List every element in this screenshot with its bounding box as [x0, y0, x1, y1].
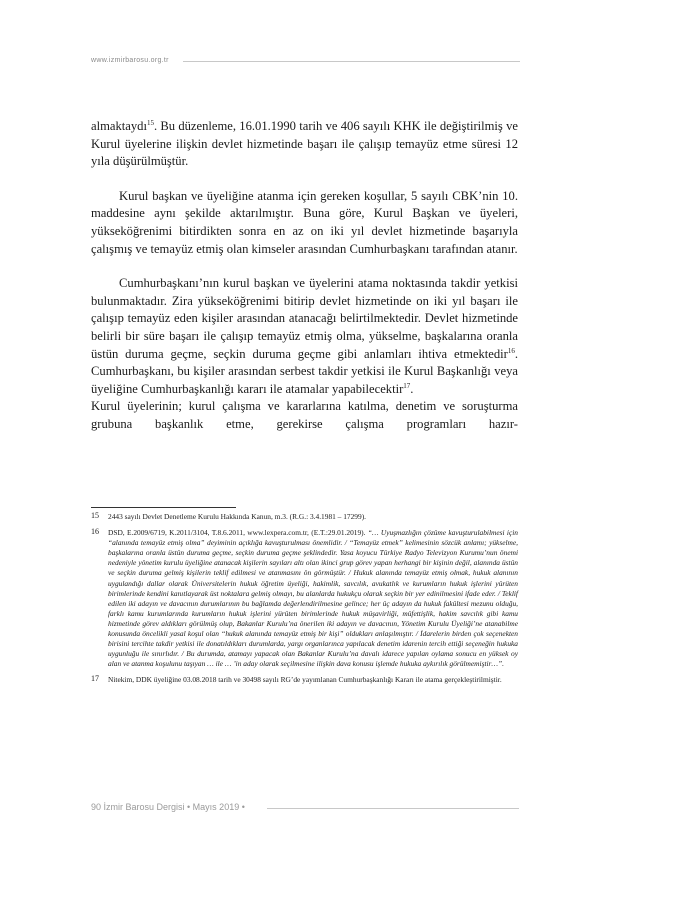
footnote-ref-17[interactable]: 17 [403, 381, 411, 390]
p3-text-a: Cumhurbaşkanı’nın kurul başkan ve üyelerini atama noktasında takdir yetkisi bulunmaktadır. Zira yükseköğrenimi bitirip devlet hizmetinde on iki yıl başarı ile çalışıp temayüz eden kişiler arasından atanacağı belirtilmektedir. Devlet hizmetinde belirli bir süre başarı ile çalışıp temayüz etmiş olma, yükselme, başkalarına oranla üstün duruma geçme, seçkin duruma geçme gibi anlamları ihtiva etmektedir [91, 276, 518, 361]
footnote-number: 16 [91, 527, 99, 537]
p3-text-b: . Cumhurbaşkanı, bu kişiler arasından serbest takdir yetkisi ile Kurul Başkanlığı veya üyeliğine Cumhurbaşkanlığı kararı ile atamalar yapabilecektir [91, 346, 518, 396]
main-text [91, 118, 518, 434]
footnote-number: 15 [91, 511, 99, 520]
paragraph-1 [91, 118, 518, 171]
paragraph-3 [91, 275, 518, 398]
footnote-separator [91, 507, 236, 508]
p1-text-b: . Bu düzenleme, 16.01.1990 tarih ve 406 sayılı KHK ile değiştirilmiş ve Kurul üyelerine ilişkin devlet hizmetinde başarı ile çalışıp temayüz etme süresi 12 yıla düşürülmüştür. [91, 119, 518, 169]
footnote-16 [91, 528, 518, 669]
footer-rule [267, 808, 519, 809]
footnote-15 [91, 512, 518, 522]
p3-text-c: . [410, 381, 414, 396]
footnotes [91, 512, 518, 692]
footnote-text: 2443 sayılı Devlet Denetleme Kurulu Hakkında Kanun, m.3. (R.G.: 3.4.1981 – 17299). [108, 512, 367, 521]
footnote-text: Nitekim, DDK üyeliğine 03.08.2018 tarih ve 30498 sayılı RG’de yayımlanan Cumhurbaşkanlığı Kararı ile atama gerçekleştirilmiştir. [108, 675, 502, 685]
paragraph-2: Kurul başkan ve üyeliğine atanma için gereken koşullar, 5 sayılı CBK’nin 10. maddesine aynı şekilde aktarılmıştır. Buna göre, Kurul Başkan ve üyeleri, yükseköğrenimi bitirdikten sonra en az on iki yıl devlet hizmetinde başarıyla çalışmış ve temayüz etmiş olan kimseler arasından Cumhurbaşkanı tarafından atanır. [91, 188, 518, 256]
footnote-17 [91, 675, 518, 685]
p1-text-a: almaktaydı [91, 119, 147, 133]
header-url: www.izmirbarosu.org.tr [91, 57, 169, 64]
header-rule [183, 61, 520, 62]
footnote-citation: DSD, E.2009/6719, K.2011/3104, T.8.6.2011, www.lexpera.com.tr, (E.T.:29.01.2019). [108, 528, 368, 538]
footnote-ref-15[interactable]: 15 [146, 118, 154, 127]
footnote-quote: “… Uyuşmazlığın çözüme kavuşturulabilmesi için “alanında temayüz etmiş olma” deyiminin açıklığa kavuşturulması önemlidir. / “Temayüz etmek” kelimesinin sözcük anlamı; yükselme, başkalarına oranla üstün duruma geçme, seçkin duruma geçme şeklindedir. Yasa koyucu Türkiye Radyo Televizyon Kurumu’nun önemi nedeniyle yönetim kurulu üyeliğine atanacak kişilerin sayıları altı olan ikinci grup görev yapan herhangi bir kişinin değil, alanında üstün ve seçkin duruma gelmiş kişilerin teklif edilmesi ve atanmasını ön görmüştür. / Hukuk alanında temayüz etmiş olmak, hukuk alanının uygulandığı dallar olarak Üniversitelerin hukuk öğretim üyeliği, hakimlik, savcılık, avukatlık ve kurumların hukuk işlerini yürüten birimlerinde kendini kanıtlayarak üst noktalara gelmiş olmayı, bu alanlarda hukukçu olarak seçkin bir yer edinilmesini ifade eder. / Teklif edilen iki adayın ve davacının durumlarının bu bağlamda değerlendirilmesine gelince; her üç adayın da hukuk fakültesi mezunu olduğu, farklı kamu kurumlarında kurumların hukuk işlerini yürüten birimlerinde hukuk müşavirliği, müfettişlik, hakim savcılık gibi kamu hizmetinde görev aldıkları görülmüş olup, Bakanlar Kurulu’na önerilen iki adayın ve davacının, Yönetim Kurulu Üyeliği’ne atanabilme konusunda öncelikli yasal koşul olan “hukuk alanında temayüz etmiş bir kişi” oldukları anlaşılmıştır. / İdarelerin birden çok seçenekten birisini tercihte takdir yetkisi ile donatıldıkları durumlarda, yargı organlarınca yapılacak denetim idarenin tercih ettiği seçeneğin hukuka uygunluğu ile sınırlıdır. / Bu durumda, atamayı yapacak olan Bakanlar Kurulu’na davalı idarece yapılan oylama sonucu en yüksek oy alan ve atanma koşulunu taşıyan … ile … ’in aday olarak seçilmesine ilişkin dava konusu işlemde hukuka aykırılık görülmemiştir…”. [108, 528, 519, 669]
footnote-ref-16[interactable]: 16 [507, 346, 515, 355]
footnote-number: 17 [91, 674, 99, 684]
page-footer: 90 İzmir Barosu Dergisi • Mayıs 2019 • [91, 802, 245, 812]
paragraph-4: Kurul üyelerinin; kurul çalışma ve kararlarına katılma, denetim ve soruşturma grubuna başkanlık etme, gerekirse çalışma programları hazır- [91, 399, 518, 431]
